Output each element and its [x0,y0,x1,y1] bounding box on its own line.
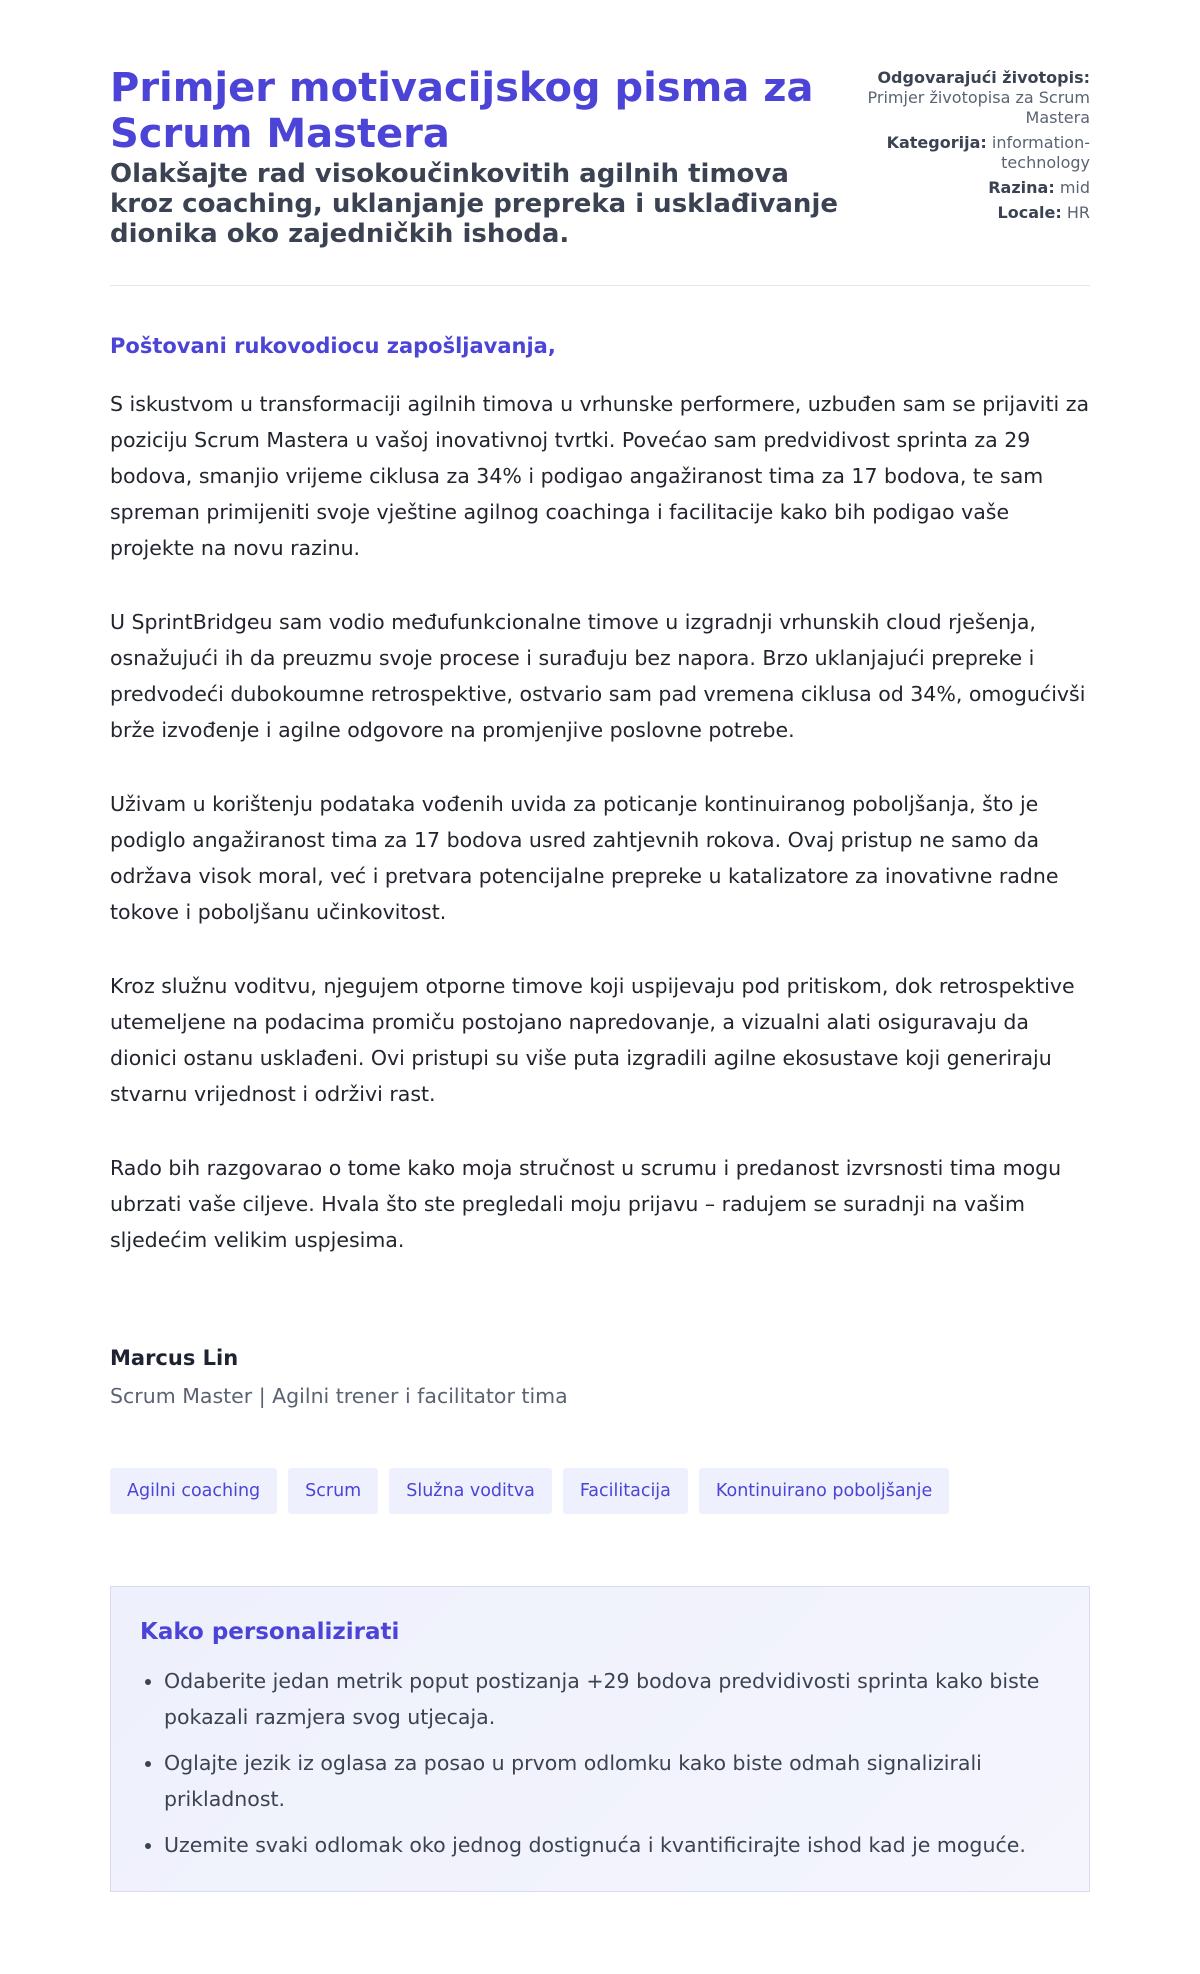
meta-resume-label: Odgovarajući životopis: [877,68,1090,87]
cover-letter-page [110,0,1090,1892]
letter-body [110,386,1090,1258]
signature-name: Marcus Lin [110,1346,239,1370]
meta-resume-value: Primjer životopisa za Scrum Mastera [867,88,1090,127]
skill-tag: Agilni coaching [110,1468,277,1514]
signature-role: Scrum Master | Agilni trener i facilitator tima [110,1384,568,1408]
page-subtitle: Olakšajte rad visokoučinkovitih agilnih timova kroz coaching, uklanjanje prepreka i usklađivanje dionika oko zajedničkih ishoda. [110,159,838,249]
meta-locale [865,203,1090,223]
meta-panel [865,65,1090,228]
page-header [110,65,1090,249]
letter-paragraph: S iskustvom u transformaciji agilnih timova u vrhunske performere, uzbuđen sam se prijaviti za poziciju Scrum Mastera u vašoj inovativnoj tvrtki. Povećao sam predvidivost sprinta za 29 bodova, smanjio vrijeme ciklusa za 34% i podigao angažiranost tima za 17 bodova, te sam spreman primijeniti svoje vještine agilnog coachinga i facilitacije kako bih podigao vaše projekte na novu razinu. [110,392,1090,560]
letter-greeting: Poštovani rukovodiocu zapošljavanja, [110,334,556,358]
title-block [110,65,850,249]
skill-tag: Scrum [288,1468,378,1514]
header-divider [110,285,1090,286]
meta-locale-value: HR [1066,203,1090,222]
page-title: Primjer motivacijskog pisma za Scrum Mastera [110,65,814,157]
tips-list-item: • Uzemite svaki odlomak oko jednog dostignuća i kvantificirajte ishod kad je moguće. [164,1827,1061,1863]
personalization-tips-box [110,1586,1090,1892]
tips-list [140,1663,1061,1863]
skill-tag: Kontinuirano poboljšanje [699,1468,949,1514]
letter-paragraph: U SprintBridgeu sam vodio međufunkcionalne timove u izgradnji vrhunskih cloud rješenja, osnažujući ih da preuzmu svoje procese i surađuju bez napora. Brzo uklanjajući prepreke i predvodeći dubokoumne retrospektive, ostvario sam pad vremena ciklusa od 34%, omogućivši brže izvođenje i agilne odgovore na promjenjive poslovne potrebe. [110,610,1086,742]
meta-level-value: mid [1059,178,1090,197]
meta-resume [865,68,1090,128]
meta-level [865,178,1090,198]
letter-paragraph: Kroz služnu voditvu, njegujem otporne timove koji uspijevaju pod pritiskom, dok retrospektive utemeljene na podacima promiču postojano napredovanje, a vizualni alati osiguravaju da dionici ostanu usklađeni. Ovi pristupi su više puta izgradili agilne ekosustave koji generiraju stvarnu vrijednost i održivi rast. [110,974,1075,1106]
tips-list-item: • Odaberite jedan metrik poput postizanja +29 bodova predvidivosti sprinta kako biste pokazali razmjera svog utjecaja. [164,1663,1061,1735]
meta-category-label: Kategorija: [886,133,987,152]
skill-tags [110,1468,1090,1514]
skill-tag: Služna voditva [389,1468,552,1514]
meta-locale-label: Locale: [997,203,1062,222]
tips-list-item: • Oglajte jezik iz oglasa za posao u prvom odlomku kako biste odmah signalizirali prikladnost. [164,1745,1061,1817]
letter-paragraph: Rado bih razgovarao o tome kako moja stručnost u scrumu i predanost izvrsnosti tima mogu ubrzati vaše ciljeve. Hvala što ste pregledali moju prijavu – radujem se suradnji na vašim sljedećim velikim uspjesima. [110,1156,1062,1252]
signature-block [110,1344,1090,1410]
meta-category-value: information-technology [991,133,1090,172]
letter-paragraph: Uživam u korištenju podataka vođenih uvida za poticanje kontinuiranog poboljšanja, što je podiglo angažiranost tima za 17 bodova usred zahtjevnih rokova. Ovaj pristup ne samo da održava visok moral, već i pretvara potencijalne prepreke u katalizatore za inovativne radne tokove i poboljšanu učinkovitost. [110,792,1059,924]
skill-tag: Facilitacija [563,1468,688,1514]
tips-title: Kako personalizirati [140,1619,400,1645]
meta-level-label: Razina: [988,178,1055,197]
meta-category [865,133,1090,173]
